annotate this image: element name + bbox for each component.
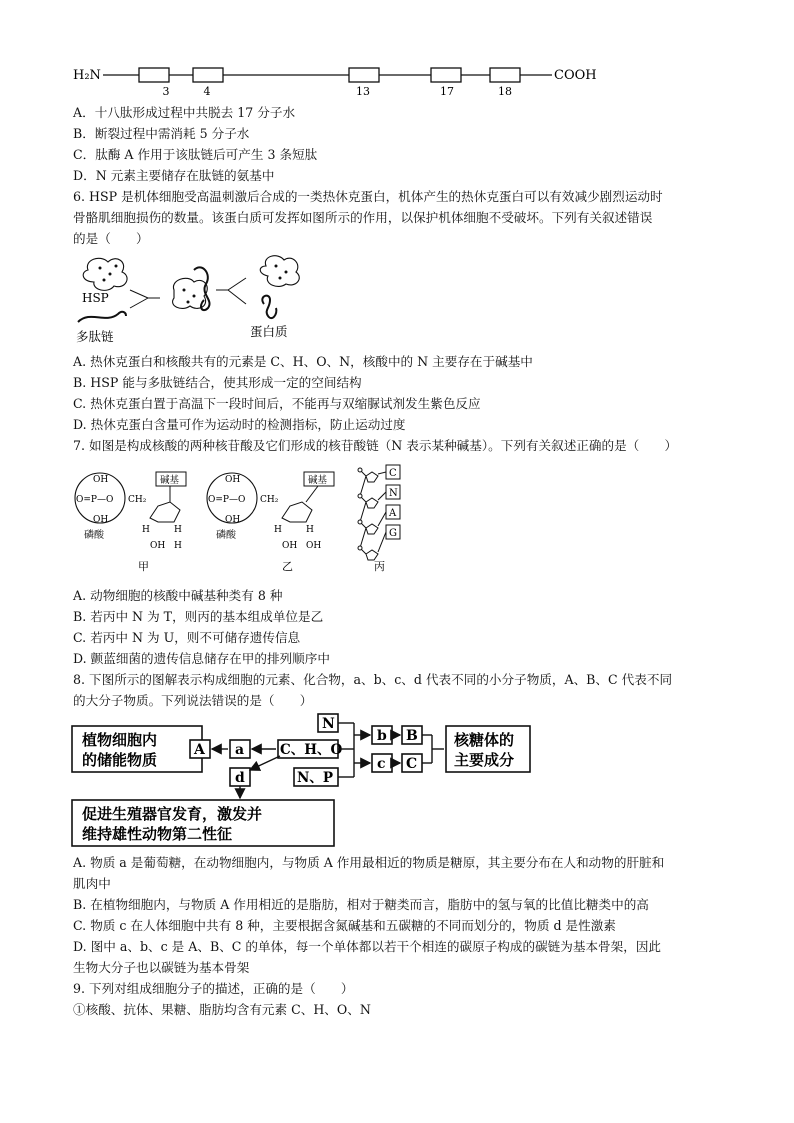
q8-stem-line2: 的大分子物质。下列说法错误的是（ ）	[73, 693, 313, 708]
nucleotide-jia	[75, 472, 186, 573]
svg-text:O=P—O: O=P—O	[208, 495, 246, 505]
chain-base: N	[389, 488, 398, 499]
hsp-label: HSP	[82, 291, 109, 305]
compound-flow-diagram	[70, 712, 540, 852]
svg-text:CH₂: CH₂	[260, 495, 279, 505]
chain-base: A	[389, 508, 397, 519]
q5-option-c: C．肽酶 A 作用于该肽链后可产生 3 条短肽	[73, 147, 318, 162]
residue-number: 3	[162, 85, 170, 98]
node-cho: C、H、O	[280, 742, 343, 758]
reproductive-line2: 维持雄性动物第二性征	[82, 825, 233, 843]
q9-item1: ①核酸、抗体、果糖、脂肪均含有元素 C、H、O、N	[73, 1002, 371, 1017]
cooh-label: COOH	[554, 68, 597, 83]
q5-option-d: D．N 元素主要储存在肽链的氨基中	[73, 168, 275, 183]
base-label-yi: 碱基	[308, 475, 328, 486]
node-c: c	[377, 756, 386, 772]
nucleotide-figure	[70, 460, 420, 578]
phosphate-label-jia: 磷酸	[84, 530, 104, 541]
q7-option-b: B. 若丙中 N 为 T，则丙的基本组成单位是乙	[73, 609, 324, 624]
q8-option-a-line1: A. 物质 a 是葡萄糖，在动物细胞内，与物质 A 作用最相近的物质是糖原，其主要分布在人和动物的肝脏和	[73, 855, 665, 870]
node-d: d	[235, 770, 245, 786]
node-np: N、P	[297, 770, 333, 786]
polypeptide-label: 多肽链	[76, 329, 114, 344]
label-yi: 乙	[282, 560, 293, 573]
q7-option-d: D. 颤蓝细菌的遗传信息储存在甲的排列顺序中	[73, 651, 330, 666]
svg-text:H: H	[274, 525, 282, 535]
svg-text:H: H	[174, 525, 182, 535]
svg-text:OH: OH	[282, 541, 298, 551]
nucleotide-yi	[207, 472, 334, 573]
chain-base: C	[389, 468, 397, 479]
q6-stem-line3: 的是（ ）	[73, 231, 149, 246]
svg-text:H: H	[142, 525, 150, 535]
residue-number: 17	[440, 85, 454, 98]
protein-label: 蛋白质	[250, 324, 288, 339]
q5-option-b: B．断裂过程中需消耗 5 分子水	[73, 126, 250, 141]
node-A: A	[194, 742, 205, 758]
node-n: N	[322, 716, 335, 732]
plant-energy-line2: 的储能物质	[82, 751, 158, 769]
svg-text:OH: OH	[306, 541, 322, 551]
q6-option-c: C. 热休克蛋白置于高温下一段时间后，不能再与双缩脲试剂发生紫色反应	[73, 396, 481, 411]
svg-text:OH: OH	[93, 475, 109, 485]
svg-text:OH: OH	[93, 515, 109, 525]
node-B: B	[406, 728, 418, 744]
peptide-chain-figure	[70, 60, 610, 100]
q8-option-c: C. 物质 c 在人体细胞中共有 8 种，主要根据含氮碱基和五碳糖的不同而划分的，物质 d 是性激素	[73, 918, 616, 933]
q6-stem-line2: 骨骼肌细胞损伤的数量。该蛋白质可发挥如图所示的作用，以保护机体细胞不受破坏。下列有关叙述错误	[73, 210, 653, 225]
chain-base: G	[389, 528, 397, 539]
node-a: a	[235, 742, 245, 758]
svg-text:O=P—O: O=P—O	[76, 495, 114, 505]
phosphate-label-yi: 磷酸	[216, 530, 236, 541]
reproductive-line1: 促进生殖器官发育，激发并	[82, 805, 263, 823]
q8-option-d-line1: D. 图中 a、b、c 是 A、B、C 的单体，每一个单体都以若干个相连的碳原子构成的碳链为基本骨架，因此	[73, 939, 662, 954]
residue-number: 18	[498, 85, 512, 98]
residue-number: 13	[356, 85, 370, 98]
h2n-label: H₂N	[73, 68, 101, 83]
q8-option-b: B. 在植物细胞内，与物质 A 作用相近的是脂肪，相对于糖类而言，脂肪中的氢与氧的比值比糖类中的高	[73, 897, 649, 912]
svg-text:H: H	[306, 525, 314, 535]
label-bing: 丙	[374, 560, 385, 573]
residue-number: 4	[203, 85, 211, 98]
q7-option-c: C. 若丙中 N 为 U，则不可储存遗传信息	[73, 630, 301, 645]
ribosome-line1: 核糖体的	[454, 731, 515, 749]
base-label-jia: 碱基	[160, 475, 180, 486]
q8-stem-line1: 8. 下图所示的图解表示构成细胞的元素、化合物，a、b、c、d 代表不同的小分子物质，A、B、C 代表不同	[73, 672, 673, 687]
svg-text:H: H	[174, 541, 182, 551]
ribosome-line2: 主要成分	[454, 751, 515, 769]
nucleotide-chain-bing	[358, 465, 400, 573]
node-C: C	[406, 756, 418, 772]
q7-stem: 7. 如图是构成核酸的两种核苷酸及它们形成的核苷酸链（N 表示某种碱基）。下列有关叙述正确的是（ ）	[73, 438, 678, 453]
node-b: b	[377, 728, 387, 744]
q6-stem-line1: 6. HSP 是机体细胞受高温刺激后合成的一类热休克蛋白，机体产生的热休克蛋白可以有效减少剧烈运动时	[73, 189, 663, 204]
plant-energy-line1: 植物细胞内	[82, 731, 158, 749]
q8-option-d-line2: 生物大分子也以碳链为基本骨架	[73, 960, 250, 975]
svg-text:CH₂: CH₂	[128, 495, 147, 505]
q8-option-a-line2: 肌肉中	[73, 876, 111, 891]
hsp-figure	[70, 250, 330, 345]
q7-option-a: A. 动物细胞的核酸中碱基种类有 8 种	[73, 588, 283, 603]
svg-text:OH: OH	[150, 541, 166, 551]
q6-option-b: B. HSP 能与多肽链结合，使其形成一定的空间结构	[73, 375, 362, 390]
q6-option-d: D. 热休克蛋白含量可作为运动时的检测指标，防止运动过度	[73, 417, 406, 432]
label-jia: 甲	[138, 560, 149, 573]
q9-stem: 9. 下列对组成细胞分子的描述，正确的是（ ）	[73, 981, 354, 996]
q6-option-a: A. 热休克蛋白和核酸共有的元素是 C、H、O、N，核酸中的 N 主要存在于碱基中	[73, 354, 533, 369]
svg-text:OH: OH	[225, 515, 241, 525]
svg-text:OH: OH	[225, 475, 241, 485]
q5-option-a: A．十八肽形成过程中共脱去 17 分子水	[73, 105, 296, 120]
